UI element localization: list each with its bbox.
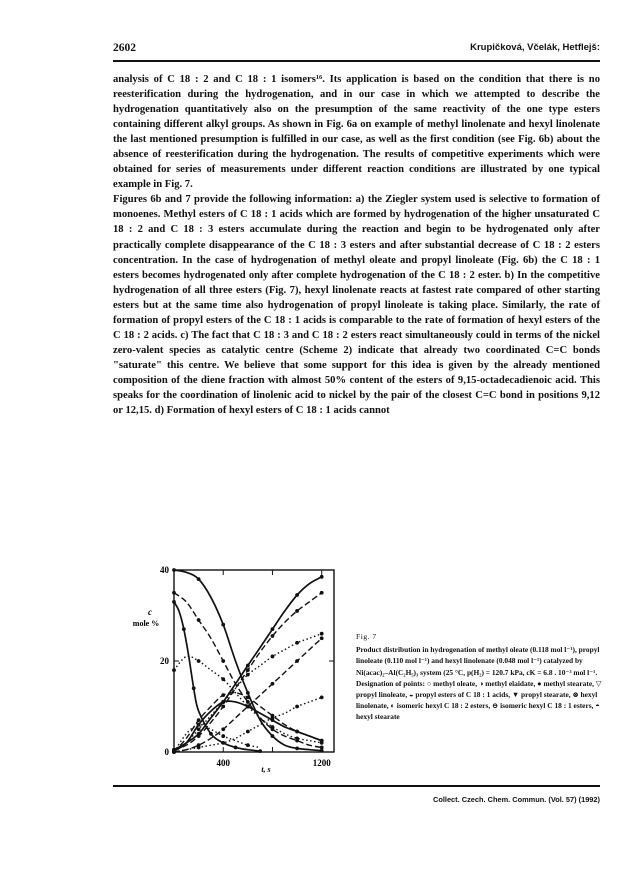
- data-point: [246, 664, 250, 668]
- figure-caption: [356, 631, 602, 723]
- data-point: [246, 668, 250, 672]
- data-point: [197, 718, 201, 722]
- data-point: [258, 749, 262, 753]
- data-point: [221, 623, 225, 627]
- data-point: [221, 700, 225, 704]
- data-point: [209, 732, 213, 736]
- data-point: [197, 577, 201, 581]
- figure-7: [126, 560, 366, 782]
- y-tick-label: 0: [164, 747, 169, 757]
- paragraph-2: Figures 6b and 7 provide the following information: a) the Ziegler system used is selective to formation of monoenes. Methyl esters of C 18 : 1 acids which are formed by hydrogenation of the higher unsaturated C 18 : 2 and C 18 : 3 esters accumulate during the reaction and begin to be hydrogenated only after practically complete disappearance of the C 18 : 3 esters and after substantial decrease of C 18 : 2 esters concentration. In the case of hydrogenation of methyl oleate and propyl linoleate (Fig. 6b) the C 18 : 1 esters becomes hydrogenated only after complete hydrogenation of the C 18 : 2 ester. b) In the competitive hydrogenation of all three esters (Fig. 7), hexyl linolenate reacts at fastest rate compared of other starting esters but at the same time also hydrogenation of propyl linoleate is taking place. Similarly, the rate of formation of propyl esters of the C 18 : 1 acids is comparable to the rate of formation of hexyl esters of the C 18 : 2 acids. c) The fact that C 18 : 3 and C 18 : 2 esters react simultaneously could in terms of the nickel zero-valent species as catalytic centre (Scheme 2) indicate that already two coordinated C=C bonds "saturate" this centre. We believe that some support for this idea is given by the already mentioned composition of the diene fraction with almost 50% content of the esters of 9,15-octadecadienoic acid. This speaks for the coordination of linolenic acid to nickel by the pair of the closest C=C bond in positions 9,12 or 12,15. d) Formation of hexyl esters of C 18 : 1 acids cannot: [113, 194, 600, 417]
- data-point: [197, 727, 201, 731]
- caption-text: Product distribution in hydrogenation of methyl oleate (0.118 mol l⁻¹), propyl linoleate (0.110 mol l⁻¹) and hexyl linolenate (0.048 mol l⁻¹) catalyzed by Ni(acac)₂–Al(C₂H₅)₃ system (25 °C, p(H₂) = 120.7 kPa, cK = 6.8 . 10⁻³ mol l⁻¹. Designation of points: ○ methyl oleate, ◑ methyl elaidate, ● methyl stearate, ▽ propyl linoleate, ◒ propyl esters of C 18 : 1 acids, ▼ propyl stearate, ⊗ hexyl linolenate, ◐ isomeric hexyl C 18 : 2 esters, ⊖ isomeric hexyl C 18 : 1 esters, ◓ hexyl stearate: [356, 645, 602, 722]
- data-point: [172, 600, 176, 604]
- data-point: [221, 741, 225, 745]
- x-axis-label: t, s: [261, 765, 271, 774]
- data-point: [197, 746, 201, 750]
- x-tick-label: 400: [216, 758, 230, 768]
- header-rule: [113, 60, 600, 62]
- page-number: 2602: [113, 42, 136, 54]
- data-point: [271, 634, 275, 638]
- data-point: [192, 686, 196, 690]
- data-point: [182, 627, 186, 631]
- data-point: [320, 636, 324, 640]
- y-tick-label: 40: [160, 565, 169, 575]
- data-point: [221, 677, 225, 681]
- data-point: [234, 746, 238, 750]
- data-point: [221, 705, 225, 709]
- data-point: [172, 568, 176, 572]
- data-point: [320, 746, 324, 750]
- paragraph-1: analysis of C 18 : 2 and C 18 : 1 isomers¹⁶. Its application is based on the condition that there is no reesterification during the hydrogenation, and in our case in which we attempted to describe the hydrogenation quantitatively also on the presumption of the same reactivity of the one type esters containing different alkyl groups. As shown in Fig. 6a on example of methyl linolenate and hexyl linolenate the last mentioned presumption is fulfilled in our case, as well as the first condition (see Fig. 6b) about the absence of reesterification during the hydrogenation. The results of competitive experiments which were obtained for series of measurements under different reaction conditions are illustrated by one typical example in Fig. 7.: [113, 74, 600, 191]
- data-point: [320, 575, 324, 579]
- data-point: [197, 723, 201, 727]
- body-text: [113, 72, 600, 418]
- data-point: [271, 682, 275, 686]
- data-point: [295, 593, 299, 597]
- series-line-2: [174, 577, 322, 750]
- y-tick-label: 20: [160, 656, 169, 666]
- data-point: [221, 659, 225, 663]
- caption-title: Fig. 7: [356, 632, 377, 641]
- data-point: [197, 734, 201, 738]
- y-axis-label-bottom: mole %: [132, 619, 160, 628]
- data-point: [271, 725, 275, 729]
- figure-rule: [113, 785, 600, 787]
- chart-svg: [126, 560, 366, 782]
- data-point: [246, 730, 250, 734]
- data-point: [320, 591, 324, 595]
- data-point: [295, 641, 299, 645]
- data-point: [197, 618, 201, 622]
- data-point: [320, 632, 324, 636]
- data-point: [246, 743, 250, 747]
- data-point: [246, 705, 250, 709]
- data-point: [295, 746, 299, 750]
- x-tick-label: 1200: [312, 758, 331, 768]
- data-point: [320, 696, 324, 700]
- data-point: [246, 700, 250, 704]
- data-point: [271, 655, 275, 659]
- running-head: Krupičková, Včelák, Hetflejš:: [470, 42, 600, 53]
- data-point: [271, 627, 275, 631]
- y-axis-label-top: c: [148, 607, 152, 617]
- data-point: [172, 750, 176, 754]
- data-point: [295, 659, 299, 663]
- data-point: [295, 705, 299, 709]
- data-point: [295, 736, 299, 740]
- data-point: [246, 673, 250, 677]
- data-point: [271, 734, 275, 738]
- footer-citation: Collect. Czech. Chem. Commun. (Vol. 57) (1992): [432, 795, 600, 804]
- data-point: [320, 741, 324, 745]
- data-point: [221, 734, 225, 738]
- data-point: [172, 668, 176, 672]
- data-point: [221, 693, 225, 697]
- data-point: [295, 730, 299, 734]
- data-point: [221, 727, 225, 731]
- data-point: [172, 591, 176, 595]
- data-point: [197, 659, 201, 663]
- data-point: [271, 716, 275, 720]
- data-point: [246, 691, 250, 695]
- page-header: [113, 42, 600, 58]
- data-point: [295, 609, 299, 613]
- data-point: [246, 696, 250, 700]
